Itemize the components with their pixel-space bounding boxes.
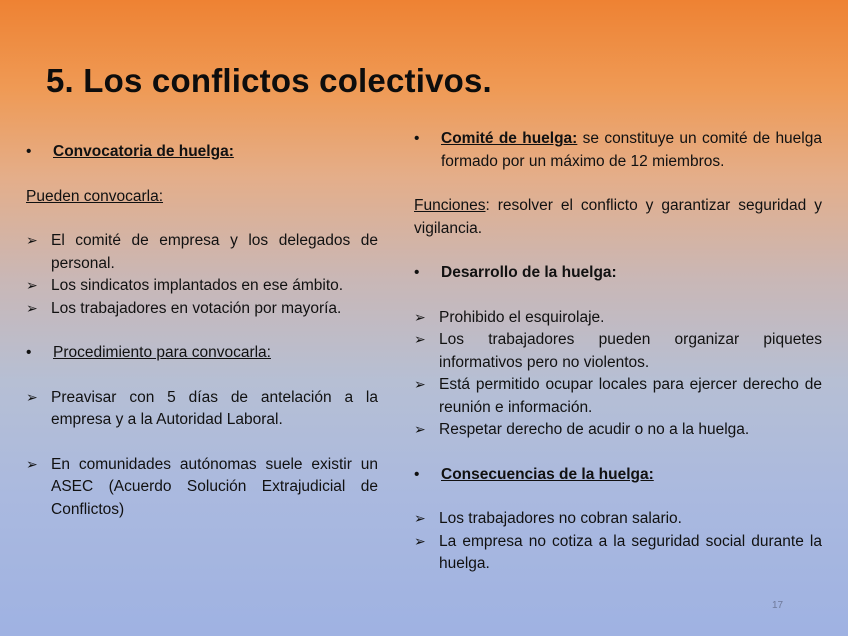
list-item: ➢ Está permitido ocupar locales para ejercer derecho de reunión e información. bbox=[414, 374, 822, 419]
procedimiento-bullet bbox=[26, 342, 378, 365]
consecuencias-heading: Consecuencias de la huelga: bbox=[441, 465, 654, 483]
list-item: ➢ El comité de empresa y los delegados de personal. bbox=[26, 230, 378, 275]
pueden-label: Pueden convocarla: bbox=[26, 187, 164, 205]
right-column bbox=[414, 128, 822, 576]
list-item: ➢ Preavisar con 5 días de antelación a la empresa y a la Autoridad Laboral. bbox=[26, 387, 378, 432]
consecuencias-bullet bbox=[414, 464, 822, 487]
list-item: ➢ Los trabajadores en votación por mayoría. bbox=[26, 298, 378, 321]
desarrollo-list bbox=[414, 307, 822, 442]
desarrollo-bullet bbox=[414, 262, 822, 285]
comite-bullet bbox=[414, 128, 822, 173]
list-item: ➢ Respetar derecho de acudir o no a la huelga. bbox=[414, 419, 822, 442]
funciones-row bbox=[414, 195, 822, 240]
left-column bbox=[26, 141, 378, 521]
procedimiento-heading: Procedimiento para convocarla: bbox=[53, 344, 271, 361]
comite-text: se constituye un comité de huelga formado por un máximo de 12 miembros. bbox=[441, 130, 822, 170]
funciones-text: : resolver el conflicto y garantizar seguridad y vigilancia. bbox=[414, 197, 822, 237]
list-item: ➢ Los sindicatos implantados en ese ámbito. bbox=[26, 275, 378, 298]
comite-heading: Comité de huelga: bbox=[441, 130, 578, 147]
consecuencias-list bbox=[414, 508, 822, 576]
list-item: ➢ La empresa no cotiza a la seguridad social durante la huelga. bbox=[414, 531, 822, 576]
funciones-label: Funciones bbox=[414, 197, 486, 214]
list-item: ➢ Los trabajadores pueden organizar piquetes informativos pero no violentos. bbox=[414, 329, 822, 374]
page-number: 17 bbox=[772, 600, 784, 611]
convocatoria-bullet bbox=[26, 141, 378, 164]
slide-title: 5. Los conflictos colectivos. bbox=[46, 62, 492, 99]
desarrollo-heading: Desarrollo de la huelga: bbox=[441, 264, 617, 281]
list-item: ➢ Prohibido el esquirolaje. bbox=[414, 307, 822, 330]
pueden-label-row bbox=[26, 186, 378, 209]
list-item: ➢ Los trabajadores no cobran salario. bbox=[414, 508, 822, 531]
list-item: ➢ En comunidades autónomas suele existir un ASEC (Acuerdo Solución Extrajudicial de Conflictos) bbox=[26, 454, 378, 522]
pueden-list bbox=[26, 230, 378, 320]
convocatoria-heading: Convocatoria de huelga: bbox=[53, 143, 234, 160]
procedimiento-list bbox=[26, 387, 378, 522]
